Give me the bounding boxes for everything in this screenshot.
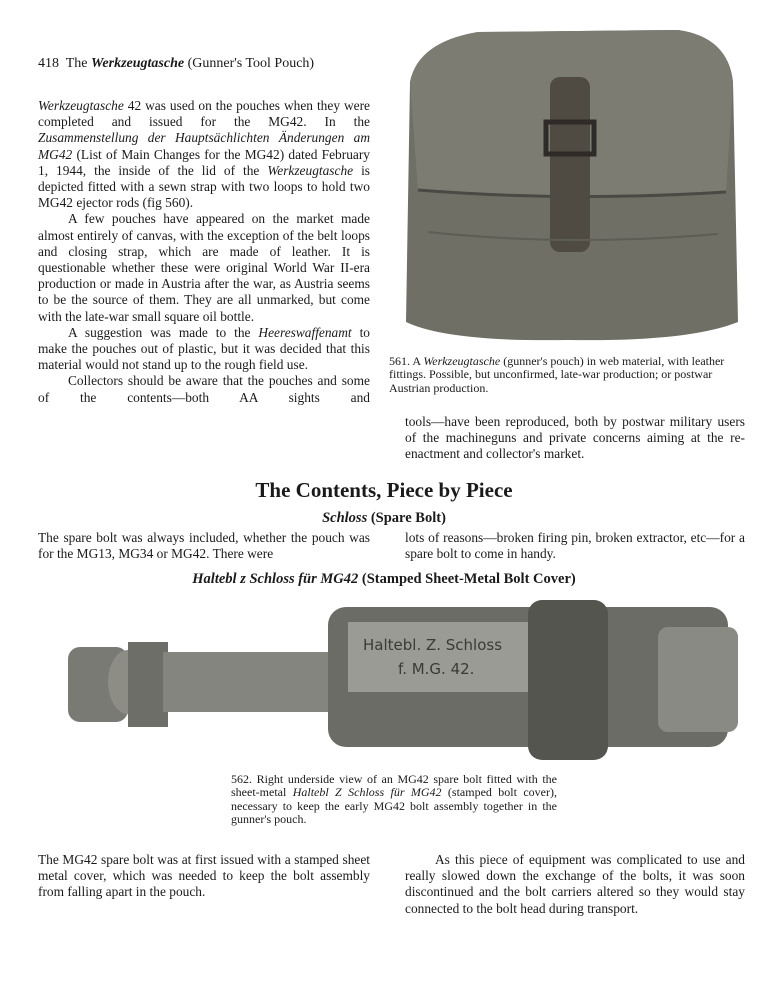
text: (Stamped Sheet-Metal Bolt Cover) [358,571,576,587]
paragraph: Collectors should be aware that the pouches and some of the contents—both AA sights and [38,373,370,405]
text: 562. Right underside view of an MG42 spare bolt fitted with the sheet-metal [231,772,557,800]
bolt-stamp-line2: f. M.G. 42. [398,660,475,678]
italic-term: Zusammenstellung der Hauptsächlichten Änderungen am MG42 [38,130,370,162]
haltebl-heading [0,571,768,588]
text: to make the pouches out of plastic, but it was decided that this material would not stand up to the rough field use. [38,324,370,373]
schloss-heading [0,510,768,527]
bottom-right-text: As this piece of equipment was complicated to use and really slowed down the exchange of the bolts, it was soon discontinued and the bolt carriers altered so they would stay connected to the bolt head during transport. [405,852,745,916]
figure-561-caption [389,355,745,395]
text: A suggestion was made to the [68,324,259,340]
paragraph [38,98,370,211]
section-title: The Contents, Piece by Piece [255,478,513,502]
header-suffix: (Gunner's Tool Pouch) [187,56,315,71]
running-header [38,56,314,72]
text: 561. A [389,354,424,368]
text: (Spare Bolt) [367,510,446,526]
italic-term: Haltebl z Schloss für MG42 [192,571,359,587]
bottom-left-text: The MG42 spare bolt was at first issued with a stamped sheet metal cover, which was needed to keep the bolt assembly from falling apart in the pouch. [38,852,370,900]
schloss-right-text: lots of reasons—broken firing pin, broken extractor, etc—for a spare bolt to come in handy. [405,530,745,562]
schloss-left-text: The spare bolt was always included, whether the pouch was for the MG13, MG34 or MG42. There were [38,530,370,562]
text: (List of Main Changes for the MG42) dated February 1, 1944, the inside of the lid of the [38,146,370,178]
figure-562-caption [231,773,557,827]
italic-term: Heereswaffenamt [258,324,352,340]
pouch-photo [388,22,748,347]
right-column [405,414,745,463]
text: (gunner's pouch) in web material, with leather fittings. Possible, but unconfirmed, late-war production; or postwar Austrian production. [389,354,725,395]
text: (stamped bolt cover), necessary to keep the early MG42 bolt assembly together in the gunner's pouch. [231,785,557,827]
text: 42 was used on the pouches when they were completed and issued for the MG42. In the [38,98,370,130]
bolt-stamp-line1: Haltebl. Z. Schloss [363,636,503,654]
italic-term: Werkzeugtasche [38,98,124,113]
bolt-photo [58,592,748,767]
left-column [38,98,370,406]
italic-term: Haltebl Z Schloss für MG42 [292,785,442,800]
italic-term: Schloss [322,510,368,526]
paragraph: A few pouches have appeared on the market made almost entirely of canvas, with the exception of the belt loops and closing strap, which are made of leather. It is questionable whether these were original World War II-era production or made in Austria after the war, as Austria seems to be the source of them. They are all unmarked, but come with the late-war small square oil bottle. [38,211,370,324]
page-number: 418 [38,56,59,71]
italic-term: Werkzeugtasche [423,354,501,368]
paragraph: tools—have been reproduced, both by postwar military users of the machineguns and private concerns aiming at the re-enactment and collector's market. [405,414,745,462]
text: is depicted fitted with a sewn strap with two loops to hold two MG42 ejector rods (fig 560). [38,162,371,211]
header-title: Werkzeugtasche [91,56,185,71]
paragraph [38,325,370,374]
italic-term: Werkzeugtasche [267,162,354,178]
header-prefix: The [65,56,88,71]
